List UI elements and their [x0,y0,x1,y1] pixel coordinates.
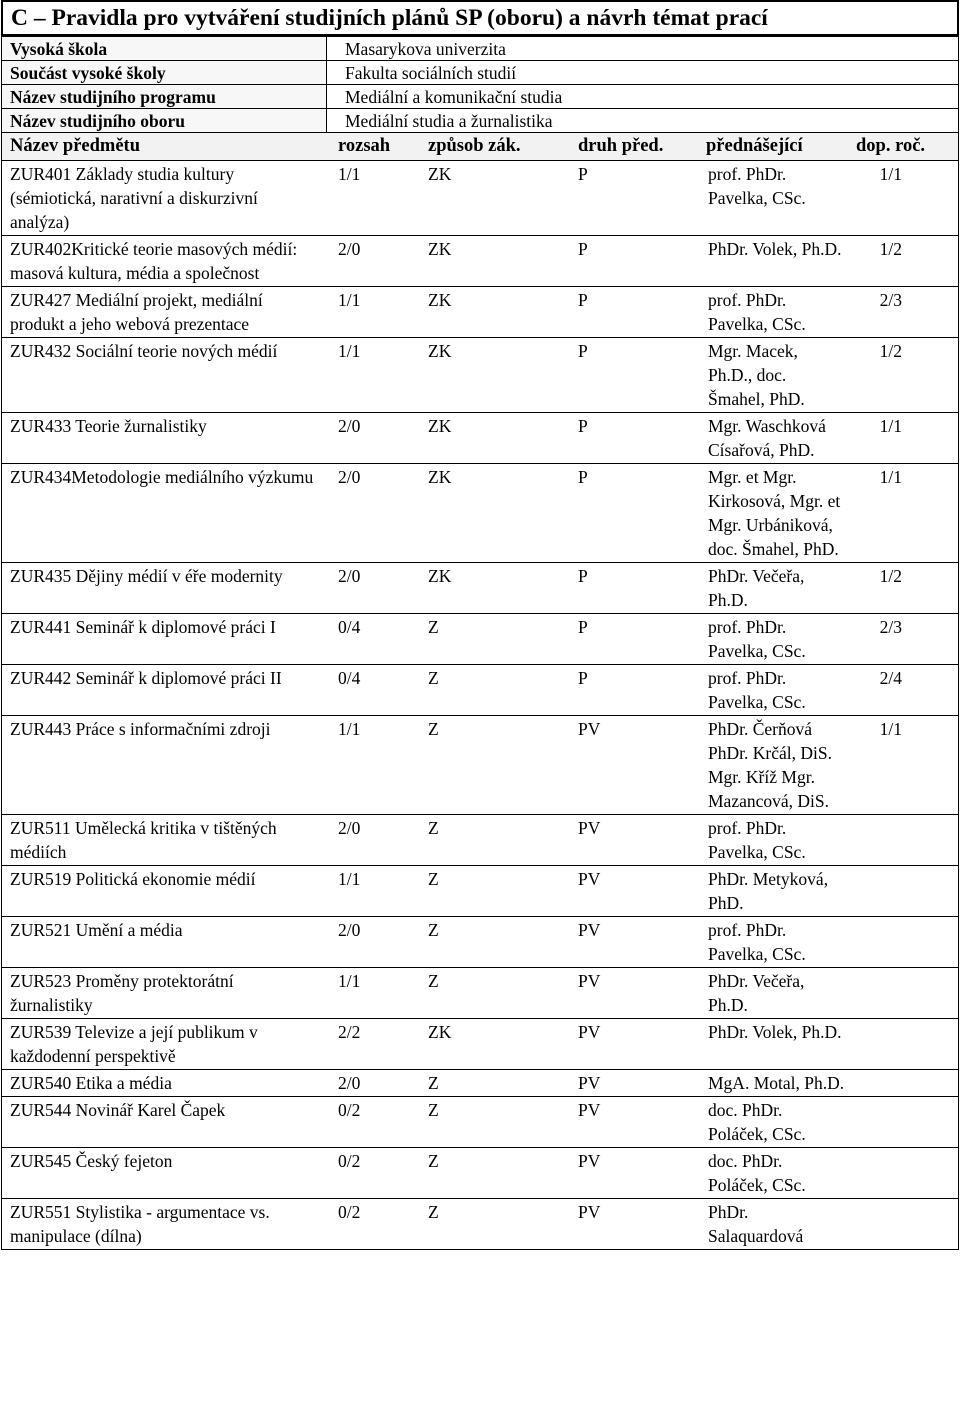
table-row [2,1199,958,1249]
course-type: P [578,164,588,184]
course-method: Z [428,719,439,739]
table-row [2,1097,958,1148]
info-row [2,109,959,133]
course-name: ZUR402Kritické teorie masových médií: masová kultura, média a společnost [10,239,298,283]
header-range: rozsah [338,136,391,156]
course-year [848,866,960,916]
table-row [2,1019,958,1070]
table-row [2,716,958,815]
course-name: ZUR441 Seminář k diplomové práci I [10,617,276,637]
course-type: P [578,341,588,361]
course-type: P [578,566,588,586]
course-year [848,917,960,967]
course-name: ZUR539 Televize a její publikum v každodenní perspektivě [10,1022,258,1066]
course-range: 2/0 [338,818,361,838]
table-row [2,464,958,563]
course-year: 1/2 [879,566,902,586]
table-row [2,236,958,287]
course-year: 2/4 [879,668,902,688]
course-range: 0/2 [338,1202,361,1222]
table-row [2,161,958,236]
course-year [848,968,960,1018]
course-lecturer: prof. PhDr. Pavelka, CSc. [708,617,806,661]
info-row [2,85,959,109]
table-row [2,866,958,917]
table-row [2,413,958,464]
course-name: ZUR511 Umělecká kritika v tištěných médiích [10,818,277,862]
table-row [2,968,958,1019]
course-type: PV [578,719,601,739]
course-year: 1/1 [879,719,902,739]
course-range: 2/0 [338,920,361,940]
course-type: P [578,668,588,688]
course-range: 0/2 [338,1100,361,1120]
course-method: Z [428,668,439,688]
info-label: Název studijního oboru [2,109,327,133]
course-range: 2/0 [338,467,361,487]
course-method: Z [428,1073,439,1093]
course-type: PV [578,920,601,940]
course-year: 1/1 [879,164,902,184]
course-lecturer: PhDr. Volek, Ph.D. [708,239,842,259]
course-name: ZUR401 Základy studia kultury (sémiotická, narativní a diskurzivní analýza) [10,164,258,232]
course-year: 1/2 [879,239,902,259]
course-name: ZUR427 Mediální projekt, mediální produkt a jeho webová prezentace [10,290,263,334]
header-method: způsob zák. [428,136,521,156]
course-range: 1/1 [338,869,361,889]
course-name: ZUR435 Dějiny médií v éře modernity [10,566,283,586]
info-label: Název studijního programu [2,85,327,109]
course-range: 2/0 [338,566,361,586]
table-row [2,815,958,866]
course-range: 0/4 [338,617,361,637]
course-year: 2/3 [879,290,902,310]
course-range: 2/0 [338,1073,361,1093]
table-row [2,614,958,665]
course-method: ZK [428,341,452,361]
course-lecturer: PhDr. Metyková, PhD. [708,869,829,913]
info-row [2,37,959,61]
course-type: PV [578,1202,601,1222]
course-name: ZUR544 Novinář Karel Čapek [10,1100,226,1120]
course-range: 2/0 [338,239,361,259]
course-year [848,1070,960,1096]
header-type: druh před. [578,136,664,156]
course-lecturer: PhDr. Večeřa, Ph.D. [708,971,805,1015]
table-row [2,665,958,716]
header-lecturer: přednášející [706,136,803,156]
course-name: ZUR443 Práce s informačními zdroji [10,719,271,739]
course-name: ZUR545 Český fejeton [10,1151,173,1171]
course-range: 0/4 [338,668,361,688]
course-method: ZK [428,239,452,259]
course-lecturer: Mgr. Macek, Ph.D., doc. Šmahel, PhD. [708,341,805,409]
course-year [848,1097,960,1147]
course-range: 1/1 [338,719,361,739]
course-method: ZK [428,290,452,310]
info-label: Součást vysoké školy [2,61,327,85]
course-range: 1/1 [338,971,361,991]
info-value: Fakulta sociálních studií [327,61,959,85]
info-value: Mediální studia a žurnalistika [327,109,959,133]
course-type: PV [578,1151,601,1171]
course-name: ZUR540 Etika a média [10,1073,172,1093]
course-type: P [578,239,588,259]
document-title: C – Pravidla pro vytváření studijních plánů SP (oboru) a návrh témat prací [1,0,959,36]
course-method: ZK [428,1022,452,1042]
table-row [2,287,958,338]
header-year: dop. roč. [856,136,926,156]
course-range: 1/1 [338,164,361,184]
course-type: PV [578,869,601,889]
document-page [1,0,959,1250]
course-name: ZUR519 Politická ekonomie médií [10,869,256,889]
course-method: Z [428,617,439,637]
course-lecturer: PhDr. Večeřa, Ph.D. [708,566,805,610]
course-method: Z [428,920,439,940]
table-row [2,917,958,968]
course-name: ZUR521 Umění a média [10,920,183,940]
course-lecturer: Mgr. et Mgr. Kirkosová, Mgr. et Mgr. Urbániková, doc. Šmahel, PhD. [708,467,841,559]
course-year: 1/1 [879,467,902,487]
course-method: Z [428,1100,439,1120]
course-rows [2,161,958,1249]
course-method: Z [428,818,439,838]
course-year: 1/1 [879,416,902,436]
course-lecturer: doc. PhDr. Poláček, CSc. [708,1151,806,1195]
course-year [848,1019,960,1069]
header-subject: Název předmětu [10,136,140,156]
course-lecturer: prof. PhDr. Pavelka, CSc. [708,290,806,334]
course-type: P [578,467,588,487]
course-name: ZUR523 Proměny protektorátní žurnalistiky [10,971,234,1015]
course-lecturer: PhDr. Čerňová PhDr. Krčál, DiS. Mgr. Kříž Mgr. Mazancová, DiS. [708,719,832,811]
course-lecturer: Mgr. Waschková Císařová, PhD. [708,416,826,460]
course-lecturer: prof. PhDr. Pavelka, CSc. [708,818,806,862]
course-method: ZK [428,416,452,436]
course-method: Z [428,869,439,889]
course-lecturer: prof. PhDr. Pavelka, CSc. [708,668,806,712]
course-lecturer: prof. PhDr. Pavelka, CSc. [708,920,806,964]
course-type: PV [578,1073,601,1093]
course-type: PV [578,818,601,838]
course-method: ZK [428,467,452,487]
course-name: ZUR433 Teorie žurnalistiky [10,416,207,436]
course-name: ZUR442 Seminář k diplomové práci II [10,668,282,688]
info-value: Mediální a komunikační studia [327,85,959,109]
course-year: 1/2 [879,341,902,361]
course-name: ZUR551 Stylistika - argumentace vs. manipulace (dílna) [10,1202,270,1246]
course-type: P [578,290,588,310]
course-range: 1/1 [338,290,361,310]
course-year [848,1199,960,1249]
course-range: 2/2 [338,1022,361,1042]
course-lecturer: PhDr. Salaquardová [708,1202,804,1246]
course-lecturer: doc. PhDr. Poláček, CSc. [708,1100,806,1144]
course-method: ZK [428,164,452,184]
info-label: Vysoká škola [2,37,327,61]
course-lecturer: PhDr. Volek, Ph.D. [708,1022,842,1042]
course-lecturer: MgA. Motal, Ph.D. [708,1073,845,1093]
course-type: P [578,617,588,637]
table-row [2,1148,958,1199]
info-value: Masarykova univerzita [327,37,959,61]
course-method: ZK [428,566,452,586]
table-row [2,563,958,614]
course-type: PV [578,1022,601,1042]
course-method: Z [428,1202,439,1222]
course-year [848,1148,960,1198]
course-range: 1/1 [338,341,361,361]
course-range: 2/0 [338,416,361,436]
info-row [2,61,959,85]
table-row [2,1070,958,1097]
courses-table [1,133,959,1250]
course-year [848,815,960,865]
course-name: ZUR434Metodologie mediálního výzkumu [10,467,314,487]
course-method: Z [428,1151,439,1171]
course-range: 0/2 [338,1151,361,1171]
program-info-table [1,36,959,133]
course-type: PV [578,971,601,991]
table-row [2,338,958,413]
course-lecturer: prof. PhDr. Pavelka, CSc. [708,164,806,208]
course-type: PV [578,1100,601,1120]
courses-header-row [2,133,958,161]
course-name: ZUR432 Sociální teorie nových médií [10,341,278,361]
course-year: 2/3 [879,617,902,637]
course-type: P [578,416,588,436]
course-method: Z [428,971,439,991]
